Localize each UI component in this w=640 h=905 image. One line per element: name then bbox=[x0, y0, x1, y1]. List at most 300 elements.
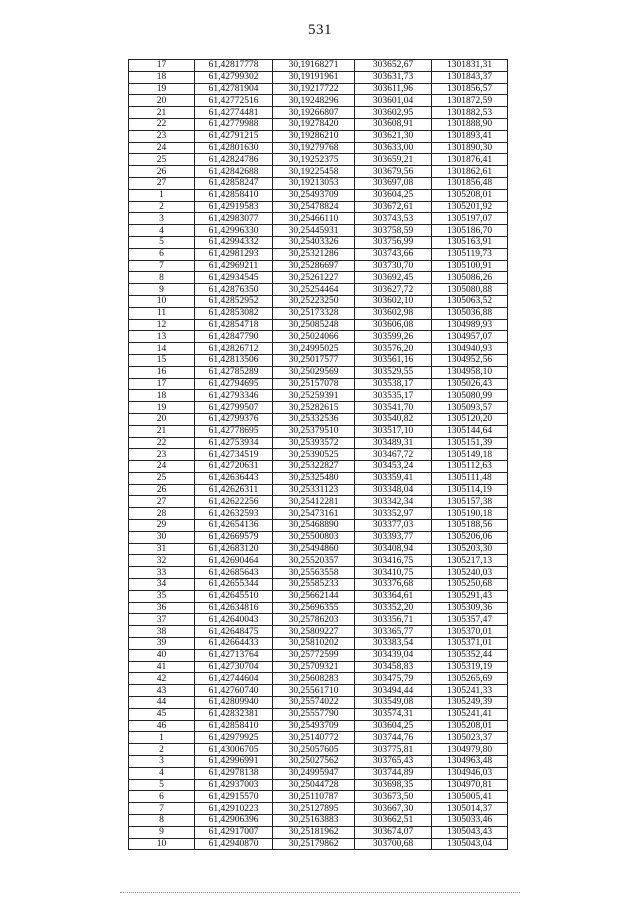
coordinates-table bbox=[128, 59, 508, 850]
table-row bbox=[129, 378, 508, 390]
table-row bbox=[129, 130, 508, 142]
y-coordinate-cell: 1305043,04 bbox=[432, 838, 508, 850]
latitude-cell: 61,42799376 bbox=[195, 413, 273, 425]
footer-rule bbox=[120, 892, 520, 893]
y-coordinate-cell: 1305319,19 bbox=[432, 661, 508, 673]
latitude-cell: 61,42824786 bbox=[195, 154, 273, 166]
point-number-cell: 3 bbox=[129, 213, 195, 225]
longitude-cell: 30,25772599 bbox=[273, 649, 355, 661]
y-coordinate-cell: 1305370,01 bbox=[432, 626, 508, 638]
table-row bbox=[129, 284, 508, 296]
longitude-cell: 30,25494860 bbox=[273, 543, 355, 555]
y-coordinate-cell: 1305093,57 bbox=[432, 402, 508, 414]
x-coordinate-cell: 303611,96 bbox=[355, 83, 432, 95]
y-coordinate-cell: 1305080,88 bbox=[432, 284, 508, 296]
y-coordinate-cell: 1305086,26 bbox=[432, 272, 508, 284]
x-coordinate-cell: 303561,16 bbox=[355, 354, 432, 366]
y-coordinate-cell: 1305241,41 bbox=[432, 708, 508, 720]
point-number-cell: 43 bbox=[129, 685, 195, 697]
longitude-cell: 30,25325480 bbox=[273, 472, 355, 484]
table-row bbox=[129, 744, 508, 756]
point-number-cell: 10 bbox=[129, 295, 195, 307]
longitude-cell: 30,19191961 bbox=[273, 71, 355, 83]
table-row bbox=[129, 343, 508, 355]
x-coordinate-cell: 303758,59 bbox=[355, 225, 432, 237]
x-coordinate-cell: 303679,56 bbox=[355, 166, 432, 178]
x-coordinate-cell: 303692,45 bbox=[355, 272, 432, 284]
table-row bbox=[129, 154, 508, 166]
latitude-cell: 61,42794695 bbox=[195, 378, 273, 390]
table-row bbox=[129, 236, 508, 248]
longitude-cell: 30,25331123 bbox=[273, 484, 355, 496]
latitude-cell: 61,42983077 bbox=[195, 213, 273, 225]
x-coordinate-cell: 303601,04 bbox=[355, 95, 432, 107]
longitude-cell: 30,25466110 bbox=[273, 213, 355, 225]
latitude-cell: 61,42978138 bbox=[195, 767, 273, 779]
y-coordinate-cell: 1301890,30 bbox=[432, 142, 508, 154]
latitude-cell: 61,42713764 bbox=[195, 649, 273, 661]
table-body bbox=[129, 60, 508, 850]
page-number: 531 bbox=[308, 22, 332, 38]
latitude-cell: 61,42669579 bbox=[195, 531, 273, 543]
y-coordinate-cell: 1305026,43 bbox=[432, 378, 508, 390]
longitude-cell: 30,25286697 bbox=[273, 260, 355, 272]
x-coordinate-cell: 303606,08 bbox=[355, 319, 432, 331]
longitude-cell: 30,25181962 bbox=[273, 826, 355, 838]
point-number-cell: 9 bbox=[129, 284, 195, 296]
x-coordinate-cell: 303743,66 bbox=[355, 248, 432, 260]
longitude-cell: 30,19278420 bbox=[273, 118, 355, 130]
point-number-cell: 17 bbox=[129, 60, 195, 72]
y-coordinate-cell: 1305063,52 bbox=[432, 295, 508, 307]
table-row bbox=[129, 732, 508, 744]
y-coordinate-cell: 1305023,37 bbox=[432, 732, 508, 744]
longitude-cell: 30,19213053 bbox=[273, 177, 355, 189]
latitude-cell: 61,42996991 bbox=[195, 756, 273, 768]
x-coordinate-cell: 303674,07 bbox=[355, 826, 432, 838]
y-coordinate-cell: 1305033,46 bbox=[432, 815, 508, 827]
x-coordinate-cell: 303453,24 bbox=[355, 461, 432, 473]
point-number-cell: 23 bbox=[129, 130, 195, 142]
y-coordinate-cell: 1305208,01 bbox=[432, 720, 508, 732]
point-number-cell: 42 bbox=[129, 673, 195, 685]
table-row bbox=[129, 673, 508, 685]
point-number-cell: 2 bbox=[129, 744, 195, 756]
table-row bbox=[129, 189, 508, 201]
x-coordinate-cell: 303697,08 bbox=[355, 177, 432, 189]
latitude-cell: 61,42979925 bbox=[195, 732, 273, 744]
x-coordinate-cell: 303730,70 bbox=[355, 260, 432, 272]
point-number-cell: 4 bbox=[129, 767, 195, 779]
latitude-cell: 61,42640043 bbox=[195, 614, 273, 626]
y-coordinate-cell: 1305100,91 bbox=[432, 260, 508, 272]
y-coordinate-cell: 1305111,48 bbox=[432, 472, 508, 484]
point-number-cell: 14 bbox=[129, 343, 195, 355]
latitude-cell: 61,42858247 bbox=[195, 177, 273, 189]
longitude-cell: 30,25403326 bbox=[273, 236, 355, 248]
x-coordinate-cell: 303356,71 bbox=[355, 614, 432, 626]
point-number-cell: 11 bbox=[129, 307, 195, 319]
latitude-cell: 61,42622256 bbox=[195, 496, 273, 508]
longitude-cell: 30,25140772 bbox=[273, 732, 355, 744]
table-row bbox=[129, 248, 508, 260]
point-number-cell: 5 bbox=[129, 236, 195, 248]
longitude-cell: 30,25809227 bbox=[273, 626, 355, 638]
latitude-cell: 61,42917007 bbox=[195, 826, 273, 838]
y-coordinate-cell: 1301882,53 bbox=[432, 107, 508, 119]
longitude-cell: 30,25810202 bbox=[273, 638, 355, 650]
point-number-cell: 41 bbox=[129, 661, 195, 673]
point-number-cell: 25 bbox=[129, 154, 195, 166]
table-row bbox=[129, 118, 508, 130]
point-number-cell: 9 bbox=[129, 826, 195, 838]
table-row bbox=[129, 177, 508, 189]
table-row bbox=[129, 295, 508, 307]
latitude-cell: 61,42813506 bbox=[195, 354, 273, 366]
longitude-cell: 30,25223250 bbox=[273, 295, 355, 307]
x-coordinate-cell: 303672,61 bbox=[355, 201, 432, 213]
point-number-cell: 23 bbox=[129, 449, 195, 461]
table-row bbox=[129, 567, 508, 579]
table-row bbox=[129, 461, 508, 473]
latitude-cell: 61,42919583 bbox=[195, 201, 273, 213]
table-row bbox=[129, 614, 508, 626]
table-row bbox=[129, 803, 508, 815]
x-coordinate-cell: 303602,10 bbox=[355, 295, 432, 307]
y-coordinate-cell: 1305119,73 bbox=[432, 248, 508, 260]
latitude-cell: 61,42636443 bbox=[195, 472, 273, 484]
table-row bbox=[129, 815, 508, 827]
y-coordinate-cell: 1305144,64 bbox=[432, 425, 508, 437]
longitude-cell: 30,25282615 bbox=[273, 402, 355, 414]
point-number-cell: 22 bbox=[129, 118, 195, 130]
longitude-cell: 30,25574022 bbox=[273, 697, 355, 709]
latitude-cell: 61,42654136 bbox=[195, 520, 273, 532]
longitude-cell: 30,25379510 bbox=[273, 425, 355, 437]
table-row bbox=[129, 142, 508, 154]
x-coordinate-cell: 303744,76 bbox=[355, 732, 432, 744]
y-coordinate-cell: 1305149,18 bbox=[432, 449, 508, 461]
latitude-cell: 61,42632593 bbox=[195, 508, 273, 520]
longitude-cell: 30,25254464 bbox=[273, 284, 355, 296]
longitude-cell: 30,19266807 bbox=[273, 107, 355, 119]
table-row bbox=[129, 83, 508, 95]
longitude-cell: 30,25493709 bbox=[273, 189, 355, 201]
point-number-cell: 45 bbox=[129, 708, 195, 720]
y-coordinate-cell: 1305036,88 bbox=[432, 307, 508, 319]
point-number-cell: 44 bbox=[129, 697, 195, 709]
y-coordinate-cell: 1305120,20 bbox=[432, 413, 508, 425]
longitude-cell: 30,25557790 bbox=[273, 708, 355, 720]
y-coordinate-cell: 1305114,19 bbox=[432, 484, 508, 496]
latitude-cell: 61,42910223 bbox=[195, 803, 273, 815]
x-coordinate-cell: 303541,70 bbox=[355, 402, 432, 414]
x-coordinate-cell: 303348,04 bbox=[355, 484, 432, 496]
point-number-cell: 37 bbox=[129, 614, 195, 626]
latitude-cell: 61,42781904 bbox=[195, 83, 273, 95]
latitude-cell: 61,42634816 bbox=[195, 602, 273, 614]
x-coordinate-cell: 303743,53 bbox=[355, 213, 432, 225]
y-coordinate-cell: 1304989,93 bbox=[432, 319, 508, 331]
table-row bbox=[129, 272, 508, 284]
point-number-cell: 19 bbox=[129, 83, 195, 95]
point-number-cell: 16 bbox=[129, 366, 195, 378]
x-coordinate-cell: 303574,31 bbox=[355, 708, 432, 720]
table-row bbox=[129, 697, 508, 709]
y-coordinate-cell: 1301856,57 bbox=[432, 83, 508, 95]
point-number-cell: 46 bbox=[129, 720, 195, 732]
point-number-cell: 12 bbox=[129, 319, 195, 331]
x-coordinate-cell: 303602,95 bbox=[355, 107, 432, 119]
point-number-cell: 30 bbox=[129, 531, 195, 543]
longitude-cell: 30,25163883 bbox=[273, 815, 355, 827]
point-number-cell: 24 bbox=[129, 142, 195, 154]
x-coordinate-cell: 303517,10 bbox=[355, 425, 432, 437]
y-coordinate-cell: 1305014,37 bbox=[432, 803, 508, 815]
y-coordinate-cell: 1305249,39 bbox=[432, 697, 508, 709]
latitude-cell: 61,42969211 bbox=[195, 260, 273, 272]
y-coordinate-cell: 1304957,07 bbox=[432, 331, 508, 343]
longitude-cell: 30,25322827 bbox=[273, 461, 355, 473]
latitude-cell: 61,42981293 bbox=[195, 248, 273, 260]
y-coordinate-cell: 1305250,68 bbox=[432, 579, 508, 591]
table-row bbox=[129, 331, 508, 343]
longitude-cell: 30,25500803 bbox=[273, 531, 355, 543]
point-number-cell: 34 bbox=[129, 579, 195, 591]
x-coordinate-cell: 303359,41 bbox=[355, 472, 432, 484]
x-coordinate-cell: 303608,91 bbox=[355, 118, 432, 130]
latitude-cell: 61,42826712 bbox=[195, 343, 273, 355]
longitude-cell: 30,19286210 bbox=[273, 130, 355, 142]
longitude-cell: 30,25468890 bbox=[273, 520, 355, 532]
y-coordinate-cell: 1304952,56 bbox=[432, 354, 508, 366]
longitude-cell: 30,25029569 bbox=[273, 366, 355, 378]
y-coordinate-cell: 1305188,56 bbox=[432, 520, 508, 532]
point-number-cell: 38 bbox=[129, 626, 195, 638]
point-number-cell: 8 bbox=[129, 272, 195, 284]
y-coordinate-cell: 1301856,48 bbox=[432, 177, 508, 189]
latitude-cell: 61,42801630 bbox=[195, 142, 273, 154]
longitude-cell: 30,25127895 bbox=[273, 803, 355, 815]
y-coordinate-cell: 1305080,99 bbox=[432, 390, 508, 402]
latitude-cell: 61,42832381 bbox=[195, 708, 273, 720]
table-row bbox=[129, 826, 508, 838]
y-coordinate-cell: 1304958,10 bbox=[432, 366, 508, 378]
x-coordinate-cell: 303540,82 bbox=[355, 413, 432, 425]
longitude-cell: 30,25332536 bbox=[273, 413, 355, 425]
table-row bbox=[129, 708, 508, 720]
longitude-cell: 30,25520357 bbox=[273, 555, 355, 567]
x-coordinate-cell: 303467,72 bbox=[355, 449, 432, 461]
y-coordinate-cell: 1305151,39 bbox=[432, 437, 508, 449]
latitude-cell: 61,42842688 bbox=[195, 166, 273, 178]
latitude-cell: 61,42858410 bbox=[195, 720, 273, 732]
longitude-cell: 30,25027562 bbox=[273, 756, 355, 768]
x-coordinate-cell: 303342,34 bbox=[355, 496, 432, 508]
point-number-cell: 15 bbox=[129, 354, 195, 366]
y-coordinate-cell: 1301893,41 bbox=[432, 130, 508, 142]
y-coordinate-cell: 1305190,18 bbox=[432, 508, 508, 520]
latitude-cell: 61,42847790 bbox=[195, 331, 273, 343]
point-number-cell: 27 bbox=[129, 496, 195, 508]
latitude-cell: 61,42853082 bbox=[195, 307, 273, 319]
x-coordinate-cell: 303352,97 bbox=[355, 508, 432, 520]
longitude-cell: 30,25017577 bbox=[273, 354, 355, 366]
x-coordinate-cell: 303652,67 bbox=[355, 60, 432, 72]
x-coordinate-cell: 303383,54 bbox=[355, 638, 432, 650]
x-coordinate-cell: 303377,03 bbox=[355, 520, 432, 532]
table-row bbox=[129, 71, 508, 83]
longitude-cell: 30,25261227 bbox=[273, 272, 355, 284]
y-coordinate-cell: 1305112,63 bbox=[432, 461, 508, 473]
table-row bbox=[129, 638, 508, 650]
table-row bbox=[129, 319, 508, 331]
x-coordinate-cell: 303599,26 bbox=[355, 331, 432, 343]
table-row bbox=[129, 661, 508, 673]
longitude-cell: 30,25696355 bbox=[273, 602, 355, 614]
longitude-cell: 30,25473161 bbox=[273, 508, 355, 520]
point-number-cell: 17 bbox=[129, 378, 195, 390]
latitude-cell: 61,42809940 bbox=[195, 697, 273, 709]
x-coordinate-cell: 303621,30 bbox=[355, 130, 432, 142]
longitude-cell: 30,25390525 bbox=[273, 449, 355, 461]
table-row bbox=[129, 472, 508, 484]
point-number-cell: 1 bbox=[129, 189, 195, 201]
latitude-cell: 61,42774481 bbox=[195, 107, 273, 119]
x-coordinate-cell: 303416,75 bbox=[355, 555, 432, 567]
y-coordinate-cell: 1305241,33 bbox=[432, 685, 508, 697]
table-row bbox=[129, 225, 508, 237]
x-coordinate-cell: 303633,00 bbox=[355, 142, 432, 154]
y-coordinate-cell: 1305265,69 bbox=[432, 673, 508, 685]
point-number-cell: 8 bbox=[129, 815, 195, 827]
latitude-cell: 61,42937003 bbox=[195, 779, 273, 791]
point-number-cell: 36 bbox=[129, 602, 195, 614]
x-coordinate-cell: 303439,04 bbox=[355, 649, 432, 661]
y-coordinate-cell: 1305291,43 bbox=[432, 590, 508, 602]
table-row bbox=[129, 107, 508, 119]
longitude-cell: 30,19248296 bbox=[273, 95, 355, 107]
table-row bbox=[129, 720, 508, 732]
point-number-cell: 25 bbox=[129, 472, 195, 484]
y-coordinate-cell: 1304979,80 bbox=[432, 744, 508, 756]
table-row bbox=[129, 95, 508, 107]
latitude-cell: 61,42940870 bbox=[195, 838, 273, 850]
longitude-cell: 30,25057605 bbox=[273, 744, 355, 756]
table-row bbox=[129, 260, 508, 272]
table-row bbox=[129, 602, 508, 614]
y-coordinate-cell: 1304963,48 bbox=[432, 756, 508, 768]
x-coordinate-cell: 303393,77 bbox=[355, 531, 432, 543]
x-coordinate-cell: 303576,20 bbox=[355, 343, 432, 355]
point-number-cell: 7 bbox=[129, 260, 195, 272]
x-coordinate-cell: 303410,75 bbox=[355, 567, 432, 579]
longitude-cell: 30,25259391 bbox=[273, 390, 355, 402]
table-row bbox=[129, 756, 508, 768]
y-coordinate-cell: 1301843,37 bbox=[432, 71, 508, 83]
table-row bbox=[129, 425, 508, 437]
latitude-cell: 61,42994332 bbox=[195, 236, 273, 248]
latitude-cell: 61,42685643 bbox=[195, 567, 273, 579]
latitude-cell: 61,42791215 bbox=[195, 130, 273, 142]
point-number-cell: 21 bbox=[129, 107, 195, 119]
x-coordinate-cell: 303673,50 bbox=[355, 791, 432, 803]
latitude-cell: 61,42664433 bbox=[195, 638, 273, 650]
latitude-cell: 61,42799302 bbox=[195, 71, 273, 83]
latitude-cell: 61,42744604 bbox=[195, 673, 273, 685]
x-coordinate-cell: 303376,68 bbox=[355, 579, 432, 591]
longitude-cell: 30,25709321 bbox=[273, 661, 355, 673]
y-coordinate-cell: 1305309,36 bbox=[432, 602, 508, 614]
longitude-cell: 30,25561710 bbox=[273, 685, 355, 697]
table-row bbox=[129, 390, 508, 402]
latitude-cell: 61,42915570 bbox=[195, 791, 273, 803]
longitude-cell: 30,25044728 bbox=[273, 779, 355, 791]
y-coordinate-cell: 1301831,31 bbox=[432, 60, 508, 72]
table-row bbox=[129, 213, 508, 225]
y-coordinate-cell: 1305005,41 bbox=[432, 791, 508, 803]
point-number-cell: 20 bbox=[129, 413, 195, 425]
longitude-cell: 30,19252375 bbox=[273, 154, 355, 166]
table-row bbox=[129, 366, 508, 378]
y-coordinate-cell: 1305197,07 bbox=[432, 213, 508, 225]
latitude-cell: 61,42734519 bbox=[195, 449, 273, 461]
y-coordinate-cell: 1301888,90 bbox=[432, 118, 508, 130]
table-row bbox=[129, 531, 508, 543]
table-row bbox=[129, 449, 508, 461]
y-coordinate-cell: 1305206,06 bbox=[432, 531, 508, 543]
latitude-cell: 61,42817778 bbox=[195, 60, 273, 72]
point-number-cell: 13 bbox=[129, 331, 195, 343]
table-row bbox=[129, 543, 508, 555]
x-coordinate-cell: 303604,25 bbox=[355, 720, 432, 732]
latitude-cell: 61,42720631 bbox=[195, 461, 273, 473]
y-coordinate-cell: 1304946,03 bbox=[432, 767, 508, 779]
x-coordinate-cell: 303408,94 bbox=[355, 543, 432, 555]
longitude-cell: 30,24995025 bbox=[273, 343, 355, 355]
latitude-cell: 61,42854718 bbox=[195, 319, 273, 331]
x-coordinate-cell: 303667,30 bbox=[355, 803, 432, 815]
table-row bbox=[129, 626, 508, 638]
x-coordinate-cell: 303352,20 bbox=[355, 602, 432, 614]
point-number-cell: 28 bbox=[129, 508, 195, 520]
latitude-cell: 61,42799507 bbox=[195, 402, 273, 414]
y-coordinate-cell: 1305201,92 bbox=[432, 201, 508, 213]
latitude-cell: 61,42648475 bbox=[195, 626, 273, 638]
y-coordinate-cell: 1301872,59 bbox=[432, 95, 508, 107]
point-number-cell: 26 bbox=[129, 166, 195, 178]
table-row bbox=[129, 354, 508, 366]
longitude-cell: 30,25608283 bbox=[273, 673, 355, 685]
longitude-cell: 30,25173328 bbox=[273, 307, 355, 319]
latitude-cell: 61,42779988 bbox=[195, 118, 273, 130]
point-number-cell: 1 bbox=[129, 732, 195, 744]
latitude-cell: 61,42655344 bbox=[195, 579, 273, 591]
table-row bbox=[129, 685, 508, 697]
table-row bbox=[129, 579, 508, 591]
x-coordinate-cell: 303627,72 bbox=[355, 284, 432, 296]
x-coordinate-cell: 303364,61 bbox=[355, 590, 432, 602]
x-coordinate-cell: 303489,31 bbox=[355, 437, 432, 449]
table-row bbox=[129, 437, 508, 449]
x-coordinate-cell: 303631,73 bbox=[355, 71, 432, 83]
table-row bbox=[129, 649, 508, 661]
x-coordinate-cell: 303662,51 bbox=[355, 815, 432, 827]
x-coordinate-cell: 303765,43 bbox=[355, 756, 432, 768]
longitude-cell: 30,25786203 bbox=[273, 614, 355, 626]
x-coordinate-cell: 303535,17 bbox=[355, 390, 432, 402]
y-coordinate-cell: 1305208,01 bbox=[432, 189, 508, 201]
